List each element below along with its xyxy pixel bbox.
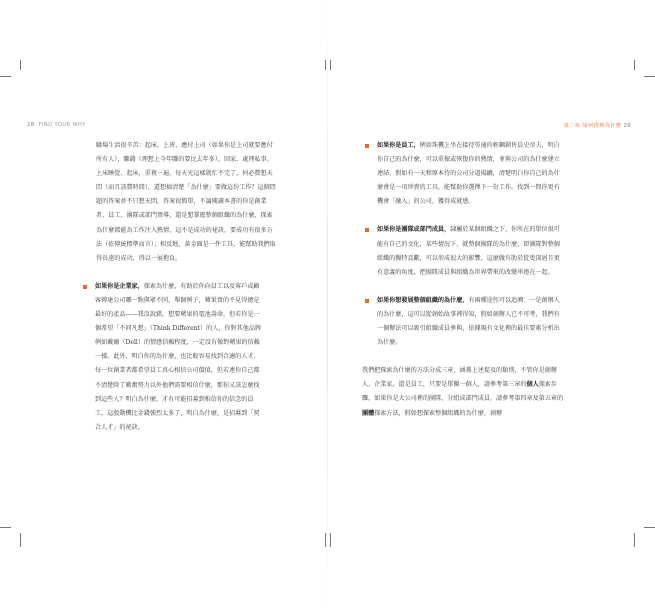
right-running-header xyxy=(564,122,631,129)
chapter-title: 如何找到為什麼 xyxy=(582,123,622,129)
employee-bullet xyxy=(364,139,564,209)
bullet-lead: 如果你是企業家， xyxy=(95,282,144,290)
closing-paragraph xyxy=(362,364,564,420)
left-page-number: 28 xyxy=(27,122,35,128)
right-page xyxy=(328,0,655,609)
team-bullet xyxy=(364,223,564,279)
bullet-square-icon xyxy=(365,144,369,148)
left-page xyxy=(0,0,327,609)
bullet-text: 有兩種途徑可以追溯：一是創辦人的為什麼，這可以從創始故事裡得知，假如創辦人已不可考，我們有一個辦法可以吸引組織成員參與，依據現有文化裡的最佳要素分析出為什麼。 xyxy=(377,296,560,347)
running-title: FIND YOUR WHY xyxy=(38,122,86,128)
closing-text-post: 探索方法，假如想探索整個組織的為什麼，創辦 xyxy=(374,409,503,417)
bullet-text: 例如珠機上坐在接待勞通的輕鋼銷售員史帝夫，明白你自己的為什麼，可以重振或恢復你的熱情，並與公司的為什麼建立連結，假如有一天和原本待的公司分道揚鑣，清楚明白你自己的為什麼會是一項珍貴的工具，能幫助你選擇下一份工作，找到一間你更有機會「融入」的公司，獲得成就感。 xyxy=(377,142,560,206)
bullet-lead: 如果你想發展整個組織的為什麼， xyxy=(377,296,469,304)
bullet-square-icon xyxy=(365,299,369,303)
left-body xyxy=(96,139,276,435)
bullet-text: 隸屬於某個組織之下，你所在的單位很可能有自己的文化，某些情況下，就整個團隊的為什麼，即團隊對整個組織的獨特貢獻，可以形成很大的影響，這麼做有助於從更深層且更有意義的角度，把團隊成員與組織為世界帶來的改變串連在一起。 xyxy=(377,226,560,276)
bullet-text: 探索為什麼，有助於你向員工以及客戶或顧客傳達公司哪一點與眾不同，舉個例子，蘋果賣的不見得總是最好的產品——我沒說錯，想要蘋果的電池壽命，但若你是一個希望「不同凡想」（Think Different）的人，你對其他品牌例如戴爾（Dell）的情感信賴程度，一定沒有像對蘋果的信賴一樣。此外，明白你的為什麼，也比較容易找到合適的人才，每一位創業者都希望員工真心相信公司價值，但若連你自己都不清楚除了勤奮努力以外他們需要相信什麼，那你又該怎麼找到這些人？明白為什麼，才有可能招募到相信你的信念的員工，這股動機比金錢強烈太多了，明白為什麼，是招募到「契合人才」的祕訣。 xyxy=(95,282,261,431)
bullet-square-icon xyxy=(365,228,369,232)
right-page-number: 29 xyxy=(623,123,631,129)
chapter-label: 第二章 xyxy=(563,123,581,129)
bullet-square-icon xyxy=(83,285,87,289)
right-body xyxy=(364,139,564,421)
closing-bold-group: 團體 xyxy=(362,409,375,417)
closing-bold-individual: 個人 xyxy=(526,381,539,389)
closing-text-mid: 探索步驟。如果你是大公司裡的團隊，分組成部門成員，請參考第四章及第五章的 xyxy=(362,381,564,403)
bullet-lead: 如果你是團隊或部門成員， xyxy=(377,226,451,234)
intro-paragraph: 職場生活很辛苦：起床、上班、應付上司（如果你是上司就要應付所有人），賺錢（理想上今年賺的要比去年多），回家、處理私事、上床睡覺、起床，重複一遍。每天光這樣就忙不完了，何必費想天問（而且該費時間），還想搞清楚「為什麼」要做這份工作？這個問題的答案並不只想天問，答案很簡單，不論閱讀本書的你是創業者、員工、團隊或部門領導，還是想掌握整個組織的為什麼，探索為什麼都能為工作注入熱情，這不是成功的祕訣，要成功有很多方法（依傳統標準而言）；相反地，黃金圈是一件工具，能幫助我們取得長遠的成功，得以一展抱負。 xyxy=(96,142,276,262)
left-running-header xyxy=(27,122,86,128)
organization-bullet xyxy=(364,294,564,350)
closing-text-pre: 我們把探索為什麼的方法分成三章，涵蓋上述提及的類別，不管你是創辦人、企業家，還是員工，只要是單獨一個人，請參考第三章的 xyxy=(362,367,557,389)
entrepreneur-bullet xyxy=(82,280,262,435)
bullet-lead: 如果你是員工， xyxy=(377,142,420,149)
